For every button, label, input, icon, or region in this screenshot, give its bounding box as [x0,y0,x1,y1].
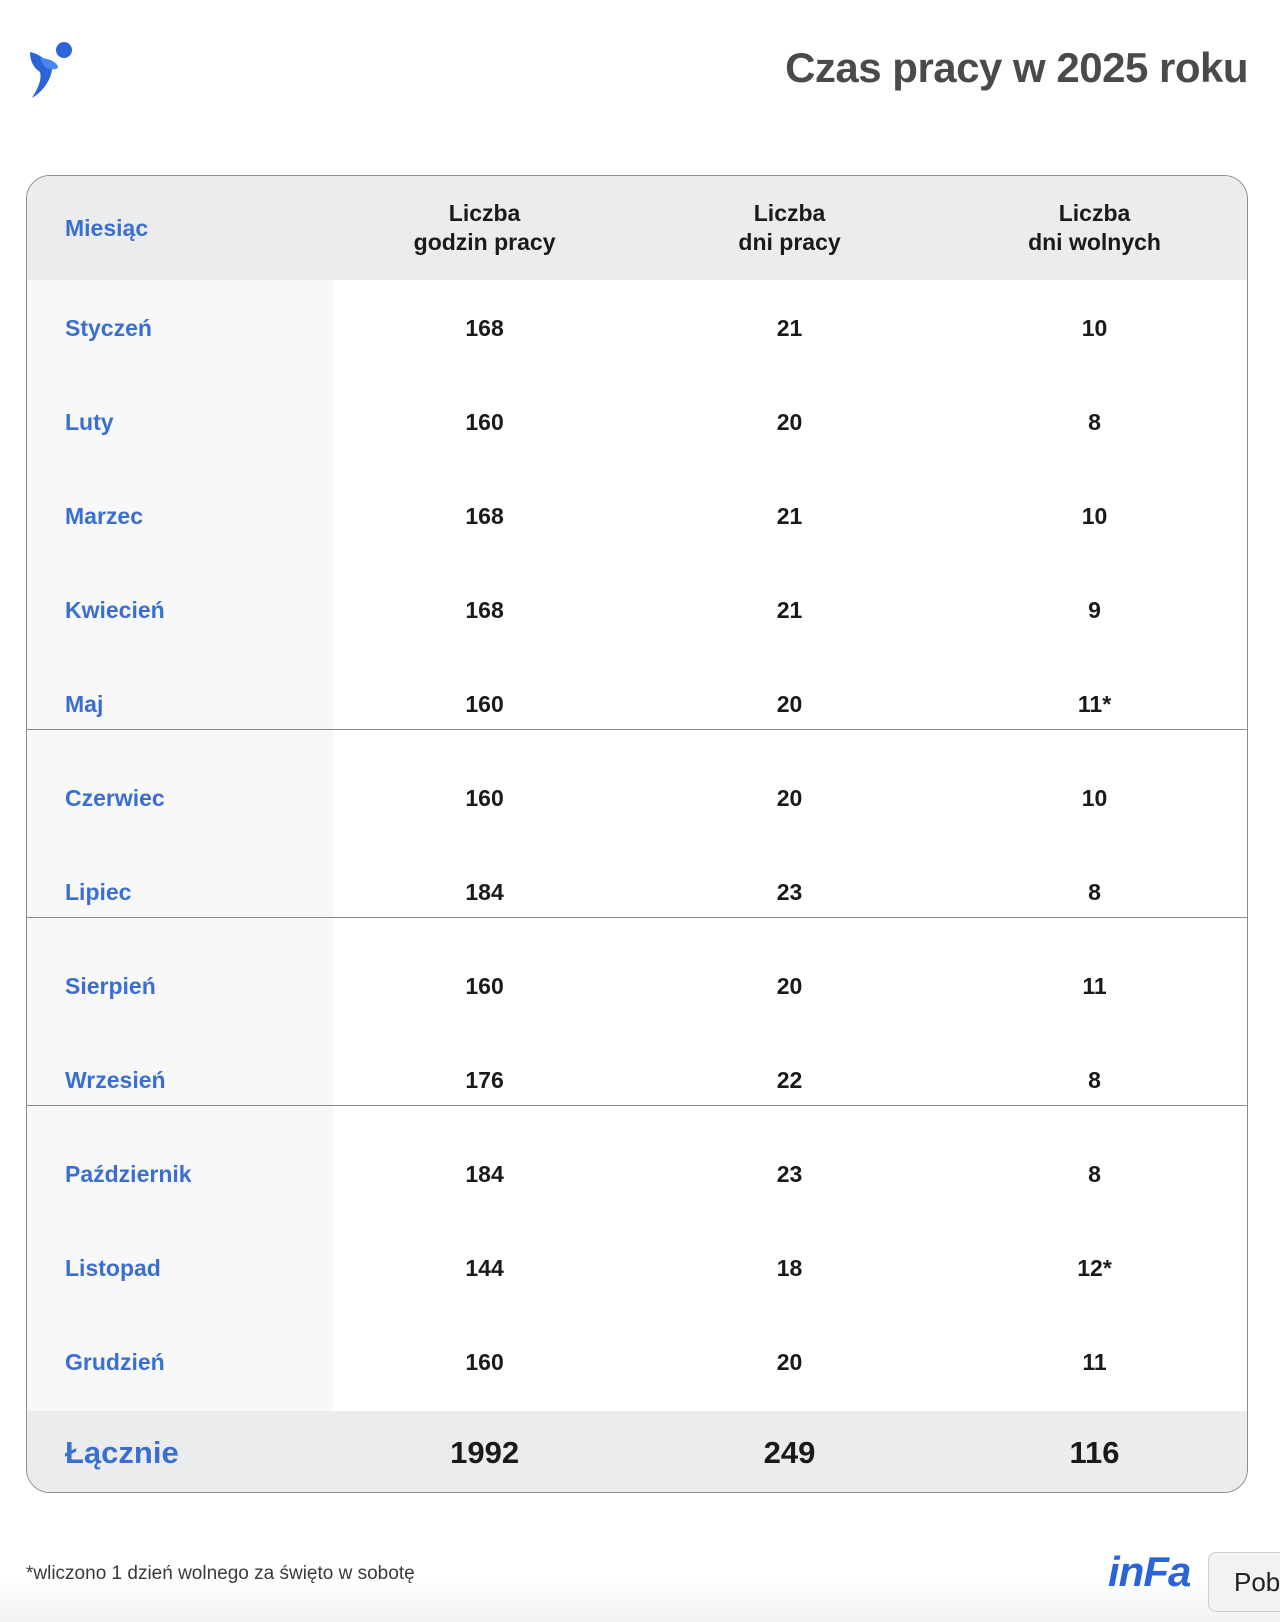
freedays-cell: 8 [1088,1160,1101,1187]
month-cell: Czerwiec [65,784,165,811]
table-row [27,1221,1247,1315]
hours-cell: 184 [465,1160,504,1187]
workdays-cell: 18 [776,1254,803,1281]
hours-cell: 160 [465,408,504,435]
workdays-cell: 23 [776,878,803,905]
total-freedays: 116 [1069,1434,1120,1470]
bird-logo-icon [28,40,76,100]
hours-cell: 168 [465,502,504,529]
freedays-cell: 11 [1082,972,1107,999]
table-row [27,375,1247,469]
group-divider [27,1105,1247,1106]
freedays-cell: 12* [1077,1254,1112,1281]
bottom-fade [0,1580,1280,1622]
month-cell: Październik [65,1160,192,1187]
table-row [27,1315,1247,1409]
hours-cell: 160 [465,784,504,811]
workdays-cell: 20 [776,972,803,999]
total-label: Łącznie [65,1434,179,1470]
table-row [27,751,1247,845]
freedays-cell: 8 [1088,1066,1101,1093]
table-row [27,281,1247,375]
group-divider [27,729,1247,730]
table-row [27,845,1247,939]
hours-cell: 160 [465,972,504,999]
hours-cell: 184 [465,878,504,905]
total-row [27,1411,1247,1493]
freedays-cell: 11 [1082,1348,1107,1375]
table-row [27,1033,1247,1127]
workdays-cell: 21 [776,502,803,529]
freedays-cell: 10 [1081,784,1108,811]
total-workdays: 249 [763,1434,816,1470]
freedays-cell: 10 [1081,314,1108,341]
month-cell: Marzec [65,502,143,529]
table-row [27,469,1247,563]
page-title: Czas pracy w 2025 roku [785,44,1248,91]
workdays-cell: 21 [776,314,803,341]
workdays-cell: 20 [776,784,803,811]
workdays-cell: 20 [776,408,803,435]
hours-cell: 160 [465,1348,504,1375]
footnote: *wliczono 1 dzień wolnego za święto w sobotę [26,1563,415,1584]
hours-cell: 144 [465,1254,504,1281]
month-cell: Listopad [65,1254,161,1281]
freedays-cell: 8 [1088,408,1101,435]
group-divider [27,917,1247,918]
freedays-cell: 9 [1088,596,1101,623]
month-cell: Wrzesień [65,1066,166,1093]
hours-cell: 168 [465,314,504,341]
hours-cell: 160 [465,690,504,717]
header-workdays: Liczba dni pracy [738,200,841,255]
freedays-cell: 10 [1081,502,1108,529]
brand-logo: inFa [1108,1548,1191,1595]
header-hours: Liczba godzin pracy [413,200,556,255]
workdays-cell: 22 [776,1066,803,1093]
table-row [27,657,1247,751]
workdays-cell: 20 [776,1348,803,1375]
workdays-cell: 20 [776,690,803,717]
table-row [27,563,1247,657]
download-button[interactable]: Pob [1208,1552,1280,1612]
month-cell: Maj [65,690,104,717]
workdays-cell: 21 [776,596,803,623]
table-row [27,939,1247,1033]
month-cell: Grudzień [65,1348,165,1375]
total-hours: 1992 [450,1434,520,1470]
freedays-cell: 8 [1088,878,1101,905]
freedays-cell: 11* [1077,690,1112,717]
month-cell: Styczeń [65,314,152,341]
hours-cell: 168 [465,596,504,623]
work-time-table [26,175,1248,1493]
month-cell: Kwiecień [65,596,165,623]
month-cell: Lipiec [65,878,132,905]
header-freedays: Liczba dni wolnych [1028,200,1161,255]
month-cell: Luty [65,408,114,435]
workdays-cell: 23 [776,1160,803,1187]
hours-cell: 176 [465,1066,504,1093]
table-row [27,1127,1247,1221]
table-header [27,176,1247,280]
month-cell: Sierpień [65,972,156,999]
header-month: Miesiąc [65,214,149,241]
